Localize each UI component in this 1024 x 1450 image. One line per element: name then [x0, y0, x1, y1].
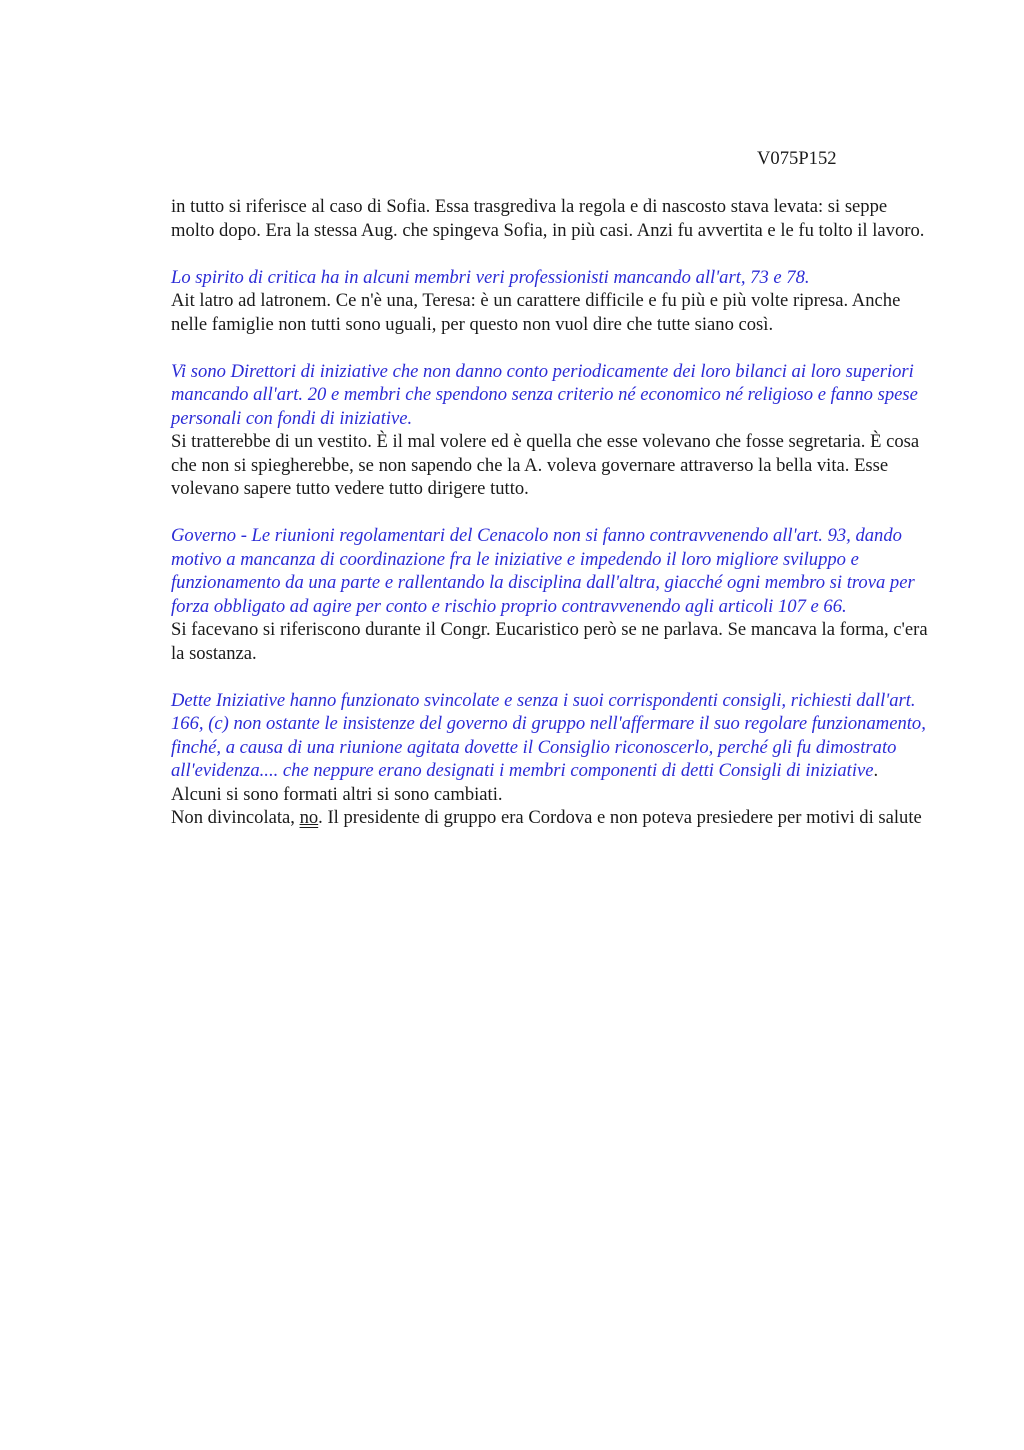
underlined-no: no — [299, 807, 319, 828]
quoted-article-166-paragraph — [171, 689, 931, 783]
response-teresa: Ait latro ad latronem. Ce n'è una, Teresa: è un carattere difficile e fu più e più volte ripresa. Anche nelle famiglie non tutti sono uguali, per questo non vuol dire che tutte siano così. — [171, 290, 901, 335]
response-consigli: Alcuni si sono formati altri si sono cambiati. — [171, 783, 503, 805]
quoted-article-166-period: . — [873, 760, 879, 781]
paragraph-gap — [171, 336, 931, 360]
paragraph-gap — [171, 242, 931, 266]
response-cordova — [171, 806, 931, 830]
page-code: V075P152 — [757, 148, 837, 169]
paragraph-gap — [171, 501, 931, 525]
response-vestito: Si tratterebbe di un vestito. È il mal volere ed è quella che esse volevano che fosse segretaria. È cosa che non si spiegherebbe, se non sapendo che la A. voleva governare attraverso la bella vita. Esse volevano sapere tutto vedere tutto dirigere tutto. — [171, 431, 920, 499]
paragraph-gap — [171, 665, 931, 689]
quoted-article-166: Dette Iniziative hanno funzionato svincolate e senza i suoi corrispondenti consigli, richiesti dall'art. 166, (c) non ostante le insistenze del governo di gruppo nell'affermare il suo regolare funzionamento, finché, a causa di una riunione agitata dovette il Consiglio riconoscerlo, perché gli fu dimostrato all'evidenza.... che neppure erano designati i membri componenti di detti Consigli di iniziative — [171, 689, 926, 781]
quoted-article-20: Vi sono Direttori di iniziative che non danno conto periodicamente dei loro bilanci ai loro superiori mancando all'art. 20 e membri che spendono senza criterio né economico né religioso e fanno spese personali con fondi di iniziative. — [171, 360, 918, 429]
response-cordova-start: Non divincolata, — [171, 807, 300, 828]
response-congresso: Si facevano si riferiscono durante il Congr. Eucaristico però se ne parlava. Se mancava la forma, c'era la sostanza. — [171, 619, 928, 664]
quoted-article-73-78: Lo spirito di critica ha in alcuni membri veri professionisti mancando all'art, 73 e 78. — [171, 266, 810, 288]
intro-paragraph: in tutto si riferisce al caso di Sofia. Essa trasgrediva la regola e di nascosto stava levata: si seppe molto dopo. Era la stessa Aug. che spingeva Sofia, in più casi. Anzi fu avvertita e le fu tolto il lavoro. — [171, 196, 925, 241]
quoted-governo-article-93: Governo - Le riunioni regolamentari del Cenacolo non si fanno contravvenendo all'art. 93, dando motivo a mancanza di coordinazione fra le iniziative e impedendo il loro migliore sviluppo e funzionamento da una parte e rallentando la disciplina dall'altra, giacché ogni membro si trova per forza obbligato ad agire per conto e rischio proprio contravvenendo agli articoli 107 e 66. — [171, 525, 915, 617]
document-body — [171, 195, 931, 830]
response-cordova-end: . Il presidente di gruppo era Cordova e non poteva presiedere per motivi di salute — [318, 807, 922, 828]
